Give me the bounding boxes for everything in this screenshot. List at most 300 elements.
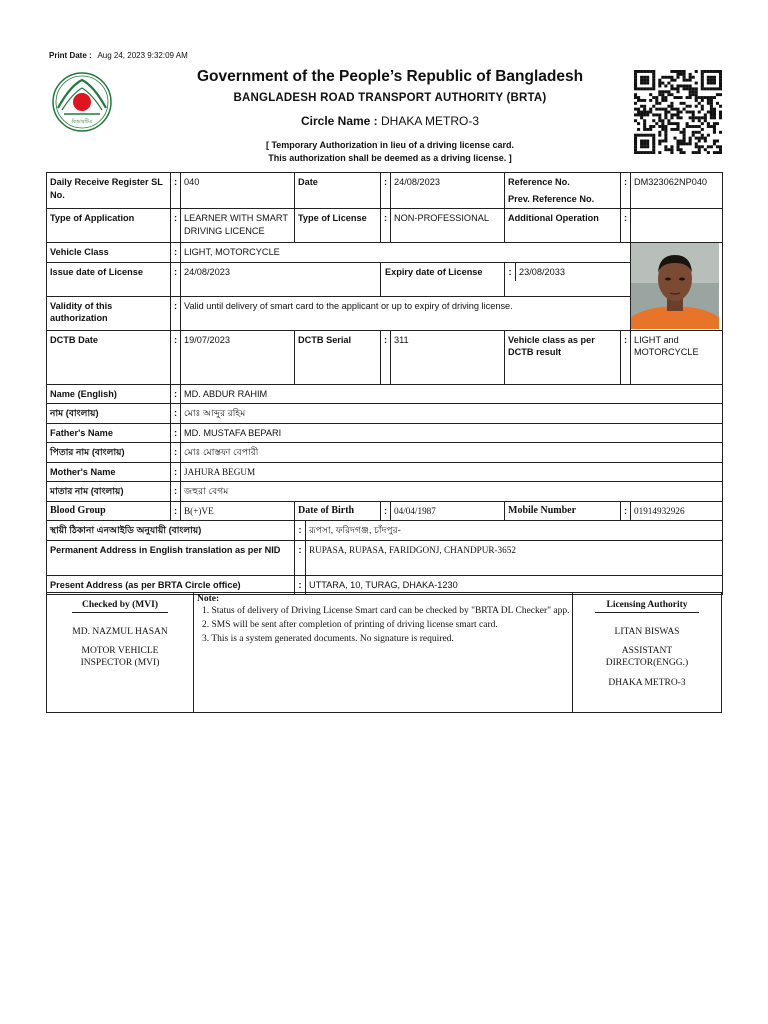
- qr-module: [634, 87, 637, 90]
- mother-name-bangla-label: মাতার নাম (বাংলায়): [47, 482, 171, 502]
- reference-labels: [505, 173, 621, 209]
- qr-module: [667, 82, 670, 85]
- qr-module: [643, 76, 646, 79]
- qr-module: [646, 70, 649, 73]
- qr-module: [670, 151, 673, 154]
- qr-module: [698, 102, 701, 105]
- qr-module: [664, 113, 667, 116]
- qr-module: [695, 151, 698, 154]
- qr-module: [676, 111, 679, 114]
- license-type-label: Type of License: [295, 209, 381, 243]
- qr-module: [664, 140, 667, 143]
- dob-value: 04/04/1987: [391, 501, 505, 521]
- qr-module: [634, 102, 637, 105]
- qr-module: [658, 119, 661, 122]
- note-line-2: 2. SMS will be sent after completion of printing of driving license smart card.: [202, 620, 498, 630]
- qr-module: [698, 119, 701, 122]
- qr-module: [655, 96, 658, 99]
- qr-module: [713, 151, 716, 154]
- colon: :: [171, 330, 181, 384]
- qr-module: [676, 140, 679, 143]
- validity-label: Validity of this authorization: [47, 296, 171, 330]
- qr-module: [704, 113, 707, 116]
- circle-value: DHAKA METRO-3: [381, 114, 480, 128]
- mother-name-bangla-value: জহুরা বেগম: [181, 482, 723, 502]
- qr-module: [643, 70, 646, 73]
- qr-module: [646, 140, 649, 143]
- qr-module: [680, 131, 683, 134]
- qr-module: [640, 140, 643, 143]
- license-details-table: [46, 172, 723, 595]
- qr-module: [658, 108, 661, 111]
- colon: :: [381, 209, 391, 243]
- qr-module: [676, 84, 679, 87]
- qr-module: [713, 108, 716, 111]
- colon: :: [621, 209, 631, 243]
- qr-module: [689, 90, 692, 93]
- additional-operation-value: [631, 209, 723, 243]
- qr-module: [640, 99, 643, 102]
- qr-module: [707, 79, 710, 82]
- qr-module: [643, 125, 646, 128]
- qr-module: [710, 76, 713, 79]
- qr-module: [646, 145, 649, 148]
- qr-module: [676, 90, 679, 93]
- qr-module: [640, 111, 643, 114]
- qr-module: [673, 79, 676, 82]
- qr-module: [695, 87, 698, 90]
- qr-module: [707, 102, 710, 105]
- checked-by-block: [47, 593, 194, 712]
- qr-module: [704, 70, 707, 73]
- permanent-address-bangla-value: রূপসা, ফরিদগঞ্জ, চাঁদপুর-: [309, 525, 401, 535]
- checked-by-title: Checked by (MVI): [72, 600, 168, 613]
- qr-module: [686, 79, 689, 82]
- qr-module: [707, 134, 710, 137]
- qr-module: [670, 148, 673, 151]
- qr-module: [686, 87, 689, 90]
- qr-module: [701, 99, 704, 102]
- qr-module: [704, 119, 707, 122]
- qr-module: [643, 82, 646, 85]
- qr-module: [643, 113, 646, 116]
- qr-module: [634, 134, 637, 137]
- qr-module: [695, 70, 698, 73]
- qr-module: [658, 93, 661, 96]
- blood-group-label: Blood Group: [47, 501, 171, 521]
- qr-module: [643, 140, 646, 143]
- father-name-bangla-value: মোঃ মোস্তফা বেপারী: [181, 443, 723, 463]
- qr-module: [713, 96, 716, 99]
- qr-module: [692, 134, 695, 137]
- qr-module: [707, 111, 710, 114]
- footer-section: [46, 592, 722, 713]
- qr-module: [646, 151, 649, 154]
- qr-module: [646, 113, 649, 116]
- qr-module: [676, 128, 679, 131]
- qr-module: [713, 82, 716, 85]
- licensing-authority-block: [572, 593, 721, 712]
- qr-module: [683, 79, 686, 82]
- qr-module: [680, 140, 683, 143]
- qr-module: [713, 70, 716, 73]
- qr-module: [698, 116, 701, 119]
- vehicle-class-value: LIGHT, MOTORCYCLE: [181, 243, 631, 263]
- qr-module: [701, 128, 704, 131]
- qr-module: [664, 99, 667, 102]
- qr-module: [683, 70, 686, 73]
- qr-module: [719, 73, 722, 76]
- qr-module: [643, 111, 646, 114]
- qr-module: [710, 111, 713, 114]
- qr-module: [643, 151, 646, 154]
- qr-module: [686, 125, 689, 128]
- qr-module: [689, 76, 692, 79]
- qr-module: [692, 119, 695, 122]
- qr-module: [713, 79, 716, 82]
- qr-module: [634, 142, 637, 145]
- expiry-date-label: Expiry date of License: [381, 262, 505, 296]
- qr-module: [634, 113, 637, 116]
- qr-module: [710, 82, 713, 85]
- print-date-label: Print Date :: [49, 51, 92, 60]
- qr-module: [719, 111, 722, 114]
- qr-module: [634, 145, 637, 148]
- qr-module: [649, 128, 652, 131]
- qr-module: [649, 93, 652, 96]
- qr-module: [637, 111, 640, 114]
- qr-module: [640, 113, 643, 116]
- qr-module: [637, 128, 640, 131]
- qr-module: [719, 105, 722, 108]
- qr-module: [664, 76, 667, 79]
- qr-module: [670, 87, 673, 90]
- qr-module: [676, 142, 679, 145]
- qr-module: [673, 70, 676, 73]
- qr-module: [634, 148, 637, 151]
- qr-module: [698, 125, 701, 128]
- qr-module: [680, 116, 683, 119]
- qr-module: [658, 79, 661, 82]
- qr-module: [707, 151, 710, 154]
- qr-module: [640, 70, 643, 73]
- note-line-1: 1. Status of delivery of Driving License Smart card can be checked by "BRTA DL Checker" app.: [202, 606, 570, 616]
- name-bangla-label: নাম (বাংলায়): [47, 404, 171, 424]
- applicant-photo: [631, 243, 719, 329]
- qr-module: [704, 116, 707, 119]
- colon: :: [295, 521, 306, 540]
- qr-module: [640, 116, 643, 119]
- qr-module: [676, 122, 679, 125]
- qr-module: [661, 128, 664, 131]
- qr-module: [664, 128, 667, 131]
- qr-module: [661, 93, 664, 96]
- qr-module: [710, 116, 713, 119]
- qr-module: [719, 148, 722, 151]
- qr-module: [695, 131, 698, 134]
- date-label: Date: [295, 173, 381, 209]
- qr-module: [670, 108, 673, 111]
- qr-module: [634, 82, 637, 85]
- qr-module: [689, 140, 692, 143]
- qr-module: [701, 82, 704, 85]
- qr-module: [643, 87, 646, 90]
- qr-module: [689, 96, 692, 99]
- validity-value: Valid until delivery of smart card to the applicant or up to expiry of driving license.: [181, 296, 631, 330]
- qr-module: [716, 87, 719, 90]
- qr-module: [683, 73, 686, 76]
- qr-module: [646, 87, 649, 90]
- qr-module: [673, 108, 676, 111]
- qr-module: [640, 76, 643, 79]
- qr-module: [637, 87, 640, 90]
- qr-module: [646, 134, 649, 137]
- qr-module: [683, 108, 686, 111]
- qr-module: [683, 87, 686, 90]
- qr-module: [692, 125, 695, 128]
- qr-module: [658, 116, 661, 119]
- qr-module: [634, 93, 637, 96]
- qr-module: [646, 128, 649, 131]
- qr-module: [670, 76, 673, 79]
- qr-module: [704, 96, 707, 99]
- qr-module: [701, 79, 704, 82]
- qr-module: [701, 145, 704, 148]
- present-address-label: Present Address (as per BRTA Circle office): [47, 575, 295, 595]
- qr-module: [670, 105, 673, 108]
- qr-module: [643, 105, 646, 108]
- qr-module: [695, 99, 698, 102]
- qr-module: [643, 145, 646, 148]
- qr-module: [716, 102, 719, 105]
- qr-module: [676, 87, 679, 90]
- colon: :: [295, 541, 306, 575]
- qr-module: [683, 128, 686, 131]
- colon: :: [621, 330, 631, 384]
- dctb-date-value: 19/07/2023: [181, 330, 295, 384]
- qr-module: [655, 99, 658, 102]
- qr-module: [695, 145, 698, 148]
- vehicle-class-dctb-value: LIGHT and MOTORCYCLE: [631, 330, 723, 384]
- checked-by-name: MD. NAZMUL HASAN: [72, 627, 168, 637]
- qr-module: [692, 87, 695, 90]
- qr-module: [719, 113, 722, 116]
- qr-module: [637, 96, 640, 99]
- qr-module: [707, 99, 710, 102]
- qr-module: [695, 142, 698, 145]
- mother-name-value: JAHURA BEGUM: [181, 462, 723, 482]
- qr-module: [670, 102, 673, 105]
- qr-module: [670, 70, 673, 73]
- qr-module: [664, 116, 667, 119]
- colon: :: [171, 501, 181, 521]
- qr-module: [652, 73, 655, 76]
- qr-module: [707, 70, 710, 73]
- qr-module: [664, 145, 667, 148]
- qr-module: [661, 96, 664, 99]
- qr-module: [661, 82, 664, 85]
- qr-module: [686, 105, 689, 108]
- reference-value: DM323062NP040: [631, 173, 723, 209]
- qr-module: [683, 137, 686, 140]
- colon: :: [171, 443, 181, 463]
- qr-module: [692, 131, 695, 134]
- qr-module: [661, 125, 664, 128]
- qr-module: [652, 82, 655, 85]
- vehicle-class-label: Vehicle Class: [47, 243, 171, 263]
- qr-module: [643, 134, 646, 137]
- colon: :: [621, 173, 631, 209]
- qr-module: [698, 148, 701, 151]
- qr-module: [661, 122, 664, 125]
- qr-module: [710, 105, 713, 108]
- qr-module: [652, 70, 655, 73]
- qr-module: [707, 87, 710, 90]
- qr-module: [701, 70, 704, 73]
- qr-module: [643, 128, 646, 131]
- qr-module: [680, 96, 683, 99]
- qr-module: [719, 131, 722, 134]
- qr-module: [649, 99, 652, 102]
- qr-module: [710, 96, 713, 99]
- qr-module: [664, 131, 667, 134]
- qr-module: [640, 105, 643, 108]
- qr-module: [692, 93, 695, 96]
- qr-module: [667, 105, 670, 108]
- qr-module: [701, 96, 704, 99]
- mother-name-label: Mother's Name: [47, 462, 171, 482]
- qr-module: [670, 93, 673, 96]
- qr-module: [719, 76, 722, 79]
- licensing-authority-name: LITAN BISWAS: [614, 627, 680, 637]
- qr-module: [643, 142, 646, 145]
- qr-module: [661, 99, 664, 102]
- qr-module: [664, 96, 667, 99]
- qr-module: [646, 79, 649, 82]
- qr-module: [658, 90, 661, 93]
- qr-module: [655, 113, 658, 116]
- qr-module: [680, 111, 683, 114]
- qr-module: [637, 70, 640, 73]
- qr-module: [667, 119, 670, 122]
- qr-module: [673, 113, 676, 116]
- qr-module: [667, 148, 670, 151]
- qr-module: [658, 151, 661, 154]
- qr-module: [670, 113, 673, 116]
- colon: :: [171, 173, 181, 209]
- qr-module: [683, 151, 686, 154]
- dctb-serial-value: 311: [391, 330, 505, 384]
- qr-module: [664, 137, 667, 140]
- qr-module: [719, 145, 722, 148]
- authorization-note-line2: This authorization shall be deemed as a driving license. ]: [268, 153, 512, 163]
- qr-module: [701, 137, 704, 140]
- print-date: [49, 51, 188, 60]
- qr-module: [652, 140, 655, 143]
- colon: :: [295, 576, 306, 595]
- qr-module: [634, 79, 637, 82]
- svg-text:বিআরটিএ: বিআরটিএ: [71, 119, 93, 125]
- qr-module: [701, 105, 704, 108]
- qr-module: [710, 79, 713, 82]
- qr-module: [646, 111, 649, 114]
- qr-module: [710, 70, 713, 73]
- authorization-note: [150, 139, 630, 165]
- print-date-value: Aug 24, 2023 9:32:09 AM: [97, 51, 188, 60]
- qr-module: [701, 116, 704, 119]
- qr-module: [713, 131, 716, 134]
- colon: :: [171, 296, 181, 330]
- qr-module: [649, 70, 652, 73]
- qr-module: [710, 87, 713, 90]
- qr-module: [676, 73, 679, 76]
- qr-module: [676, 148, 679, 151]
- qr-module: [713, 142, 716, 145]
- drr-label: Daily Receive Register SL No.: [47, 173, 171, 209]
- qr-module: [661, 90, 664, 93]
- qr-module: [667, 122, 670, 125]
- qr-module: [710, 99, 713, 102]
- qr-module: [673, 87, 676, 90]
- dctb-date-label: DCTB Date: [47, 330, 171, 384]
- qr-module: [683, 102, 686, 105]
- qr-module: [695, 82, 698, 85]
- qr-module: [658, 131, 661, 134]
- qr-module: [652, 119, 655, 122]
- qr-module: [680, 84, 683, 87]
- qr-module: [698, 96, 701, 99]
- qr-module: [658, 82, 661, 85]
- licensing-authority-circle: DHAKA METRO-3: [608, 678, 686, 688]
- qr-module: [701, 76, 704, 79]
- qr-module: [713, 140, 716, 143]
- qr-module: [655, 122, 658, 125]
- qr-module: [673, 122, 676, 125]
- colon: :: [171, 482, 181, 502]
- qr-module: [716, 93, 719, 96]
- qr-module: [637, 122, 640, 125]
- qr-module: [689, 137, 692, 140]
- qr-module: [707, 96, 710, 99]
- qr-module: [692, 116, 695, 119]
- qr-module: [692, 113, 695, 116]
- gov-title: Government of the People’s Republic of Bangladesh: [196, 68, 584, 85]
- qr-module: [634, 137, 637, 140]
- vehicle-class-dctb-label: Vehicle class as per DCTB result: [505, 330, 621, 384]
- qr-module: [707, 76, 710, 79]
- father-name-bangla-label: পিতার নাম (বাংলায়): [47, 443, 171, 463]
- additional-operation-label: Additional Operation: [505, 209, 621, 243]
- qr-module: [695, 93, 698, 96]
- qr-module: [646, 82, 649, 85]
- qr-module: [658, 140, 661, 143]
- brta-logo: [50, 72, 114, 132]
- qr-module: [652, 84, 655, 87]
- qr-module: [649, 87, 652, 90]
- qr-module: [680, 151, 683, 154]
- qr-module: [683, 76, 686, 79]
- qr-module: [689, 116, 692, 119]
- qr-module: [637, 151, 640, 154]
- photo-cell: [631, 243, 723, 331]
- qr-module: [716, 122, 719, 125]
- qr-module: [686, 122, 689, 125]
- qr-module: [716, 151, 719, 154]
- brta-title: BANGLADESH ROAD TRANSPORT AUTHORITY (BRTA): [233, 92, 547, 104]
- note-heading: Note:: [197, 594, 220, 604]
- qr-module: [670, 128, 673, 131]
- colon: :: [505, 263, 516, 282]
